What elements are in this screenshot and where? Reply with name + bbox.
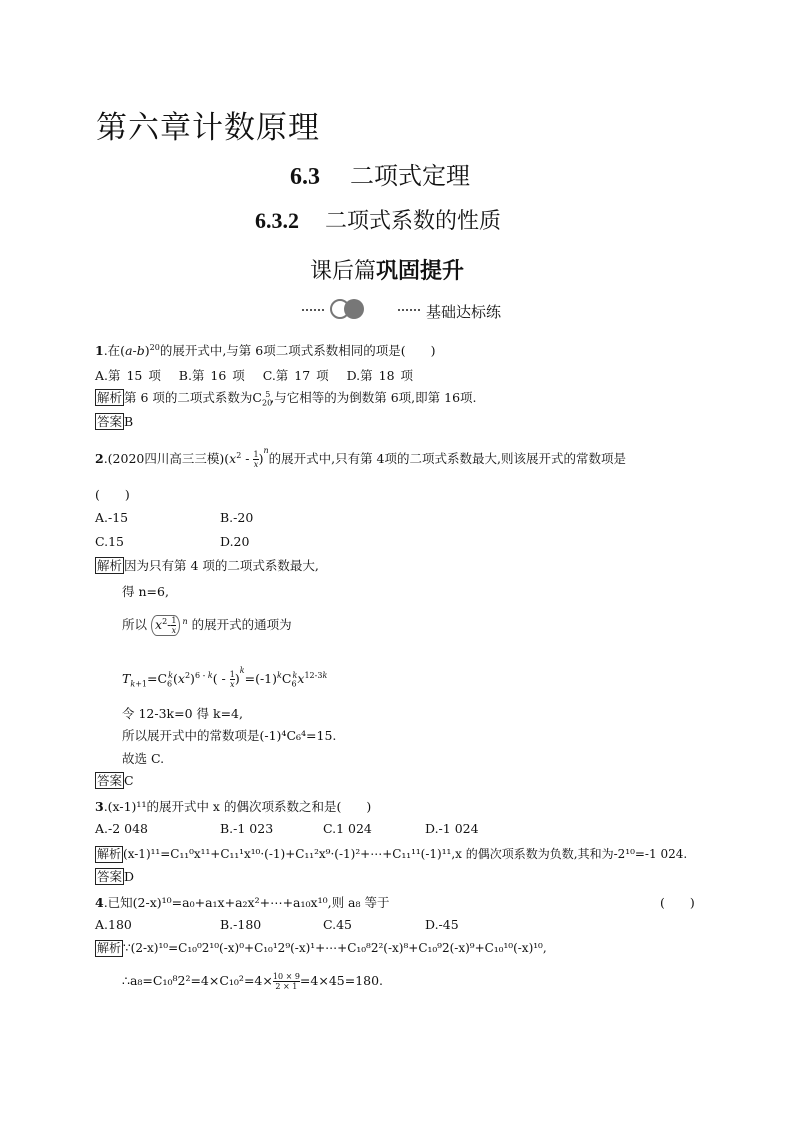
- q2-analysis-6: 所以展开式中的常数项是(-1)⁴C₆⁴=15.: [122, 728, 337, 743]
- section-number: 6.3: [290, 164, 320, 190]
- analysis-tag: 解析: [97, 558, 123, 573]
- q1-option-a: A.第 15 项: [95, 368, 161, 383]
- q1-number: 1: [95, 343, 104, 358]
- q2-paren: ( ): [95, 487, 130, 502]
- section-title: 二项式定理: [350, 162, 470, 190]
- q4-option-a: A.180: [95, 917, 132, 932]
- dots-left: [302, 309, 324, 311]
- q2-analysis-3: 所以 $x^2-$ $\frac{1}{x}$ $^n$ 的展开式的通项为: [122, 616, 292, 635]
- q2-analysis-5: 令 12-3k=0 得 k=4,: [122, 706, 243, 721]
- banner-label: 基础达标练: [426, 303, 502, 321]
- q1-analysis-pre: 第 6 项的二项式系数为: [124, 390, 253, 405]
- q2-analysis-3-pre: 所以: [122, 617, 148, 632]
- subsection-heading: [255, 204, 501, 235]
- subsection-number: 6.3.2: [255, 208, 299, 233]
- q1-analysis: 解析 第 6 项的二项式系数为$C_{20}^5$,与它相等的为倒数第 6项,即第 16项.: [97, 389, 477, 408]
- q4-fraction-den: 2 × 1: [273, 981, 300, 991]
- q2-analysis-2: 得 n=6,: [122, 584, 169, 599]
- answer-tag: 答案: [97, 773, 123, 788]
- practice-heading: [310, 254, 464, 285]
- q1-stem-base: a-b: [125, 343, 145, 358]
- q2-analysis-4: $T_{k+1}=C_6^k(x^2)^{6 - k}$( - $\frac{1}{x}$ )$^k=(-1)^kC_6^kx^{12-3k}$: [122, 666, 328, 689]
- q1-answer: [95, 413, 133, 430]
- q2-answer: [95, 772, 134, 789]
- subsection-title: 二项式系数的性质: [325, 209, 502, 234]
- q2-option-a: A.-15: [95, 510, 129, 525]
- q1-stem-exp: 20: [149, 342, 160, 352]
- section-banner: [302, 296, 532, 326]
- q3-answer: [95, 868, 134, 885]
- q2-stem-post: 的展开式中,只有第 4项的二项式系数最大,则该展开式的常数项是: [268, 451, 626, 466]
- q4-number: 4: [95, 895, 104, 910]
- q4-analysis-text: ∵(2-x)¹⁰=C₁₀⁰2¹⁰(-x)⁰+C₁₀¹2⁹(-x)¹+⋯+C₁₀⁸2²(-x)⁸+C₁₀⁹2(-x)⁹+C₁₀¹⁰(-x)¹⁰,: [123, 941, 547, 955]
- q1-stem-pre: .在(: [103, 343, 126, 358]
- q4-stem: [95, 893, 389, 911]
- q4-stem-text: .已知(2-x)¹⁰=a₀+a₁x+a₂x²+⋯+a₁₀x¹⁰,则 a₈ 等于: [103, 895, 390, 910]
- q2-analysis-7: 故选 C.: [122, 751, 165, 766]
- q3-answer-value: D: [124, 869, 135, 884]
- q4-option-b: B.-180: [220, 917, 262, 932]
- q3-option-d: D.-1 024: [425, 821, 479, 836]
- q4-fraction-num: 10 × 9: [272, 972, 300, 981]
- q4-analysis-2-post: =4×45=180.: [299, 973, 384, 988]
- q3-stem-text: .(x-1)¹¹的展开式中 x 的偶次项系数之和是( ): [103, 799, 372, 814]
- practice-heading-bold: 巩固提升: [376, 259, 465, 284]
- q2-option-c: C.15: [95, 534, 124, 549]
- chapter-title: 第六章计数原理: [96, 110, 320, 146]
- q1-stem: 1.在$(a-b)^{20}$的展开式中,与第 6项二项式系数相同的项是( ): [95, 342, 436, 358]
- q2-analysis-1: [95, 556, 319, 574]
- q4-option-d: D.-45: [425, 917, 459, 932]
- analysis-tag: 解析: [97, 390, 123, 405]
- q3-option-b: B.-1 023: [220, 821, 274, 836]
- q3-option-c: C.1 024: [323, 821, 372, 836]
- q4-option-c: C.45: [323, 917, 352, 932]
- q1-analysis-post: ,与它相等的为倒数第 6项,即第 16项.: [270, 390, 477, 405]
- filled-circle-icon: [344, 299, 364, 319]
- q2-stem: 2.(2020四川高三三模)($x^2$ - $\frac{1}{x}$ )$^n$的展开式中,只有第 4项的二项式系数最大,则该展开式的常数项是: [95, 446, 626, 469]
- q1-option-b: B.第 16 项: [178, 368, 245, 383]
- q2-binomial: $x^2-$ $\frac{1}{x}$: [151, 615, 180, 636]
- answer-tag: 答案: [97, 414, 123, 429]
- q2-number: 2: [95, 451, 104, 466]
- q3-option-a: A.-2 048: [95, 821, 149, 836]
- q3-analysis-text: (x-1)¹¹=C₁₁⁰x¹¹+C₁₁¹x¹⁰·(-1)+C₁₁²x⁹·(-1)²+⋯+C₁₁¹¹(-1)¹¹,x 的偶次项系数为负数,其和为-2¹⁰=-1 024.: [123, 847, 688, 861]
- q2-stem-pre: .(2020四川高三三模): [103, 451, 225, 466]
- q3-analysis: [95, 845, 687, 863]
- answer-tag: 答案: [97, 869, 123, 884]
- q1-answer-value: B: [124, 414, 134, 429]
- q1-stem-post: 的展开式中,与第 6项二项式系数相同的项是( ): [159, 343, 436, 358]
- q2-analysis-text-1: 因为只有第 4 项的二项式系数最大,: [124, 558, 319, 573]
- section-heading: [290, 156, 470, 191]
- practice-heading-pre: 课后篇: [310, 259, 377, 284]
- q2-option-d: D.20: [220, 534, 250, 549]
- dots-right: [398, 309, 420, 311]
- analysis-tag: 解析: [97, 941, 122, 955]
- q1-option-d: D.第 18 项: [346, 368, 413, 383]
- q4-analysis: [95, 940, 547, 957]
- q4-paren: ( ): [660, 895, 695, 910]
- q4-analysis-2: [122, 972, 383, 991]
- q2-analysis-3-post: 的展开式的通项为: [191, 617, 292, 632]
- q1-option-c: C.第 17 项: [262, 368, 329, 383]
- q2-answer-value: C: [124, 773, 134, 788]
- q3-stem: [95, 797, 371, 815]
- q3-number: 3: [95, 799, 104, 814]
- analysis-tag: 解析: [97, 847, 122, 861]
- q2-fraction: $\frac{1}{x}$: [253, 450, 259, 469]
- q4-fraction: [273, 972, 300, 991]
- q2-option-b: B.-20: [220, 510, 254, 525]
- q4-analysis-2-pre: ∴a₈=C₁₀⁸2²=4×C₁₀²=4×: [122, 973, 273, 988]
- q1-options: [95, 366, 413, 384]
